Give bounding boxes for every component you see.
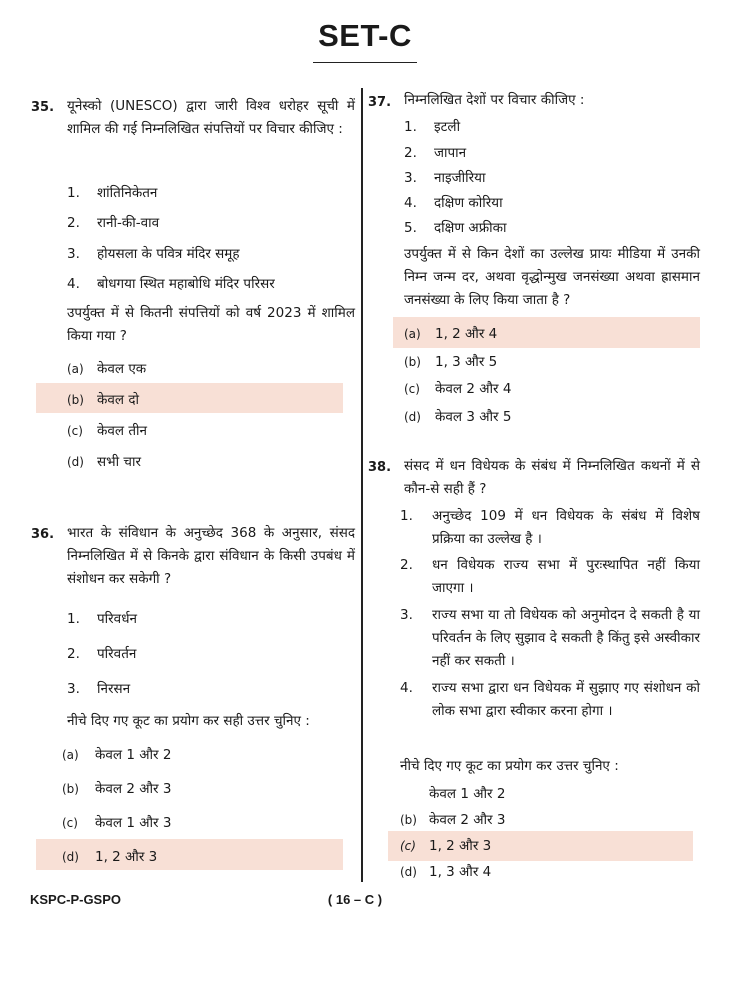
question-number-35: 35. [31,100,55,115]
q38-item-3: 3. राज्य सभा या तो विधेयक को अनुमोदन दे सकती है या परिवर्तन के लिए सुझाव दे सकती है किंतु इसे अस्वीकार नहीं कर सकती । [400,607,700,669]
title-underline [313,62,417,63]
paper-code: KSPC-P-GSPO [30,892,122,907]
question-38-prompt: नीचे दिए गए कूट का प्रयोग कर उत्तर चुनिए : [400,758,619,774]
question-number-38: 38. [368,460,392,475]
question-36-stem: भारत के संविधान के अनुच्छेद 368 के अनुसार, संसद निम्नलिखित में से किनके द्वारा संविधान के किसी उपबंध में संशोधन कर सकेगी ? [67,525,355,587]
q38-item-2: 2. धन विधेयक राज्य सभा में पुरःस्थापित नहीं किया जाएगा । [400,557,700,596]
question-37-prompt: उपर्युक्त में से किन देशों का उल्लेख प्रायः मीडिया में उनकी निम्न जन्म दर, अथवा वृद्धोन्मुख जनसंख्या अथवा ह्रासमान जनसंख्या के लिए किया जाता है ? [404,246,700,308]
question-35-prompt: उपर्युक्त में से कितनी संपत्तियों को वर्ष 2023 में शामिल किया गया ? [67,305,355,344]
question-37-stem: निम्नलिखित देशों पर विचार कीजिए : [404,92,585,108]
q38-item-1: 1. अनुच्छेद 109 में धन विधेयक के संबंध में विशेष प्रक्रिया का उल्लेख है । [400,508,700,547]
page-number: ( 16 – C ) [327,892,383,907]
question-number-37: 37. [368,95,392,110]
question-35-stem: यूनेस्को (UNESCO) द्वारा जारी विश्व धरोहर सूची में शामिल की गई निम्नलिखित संपत्तियों पर विचार कीजिए : [67,98,355,137]
q36-answer-highlight [36,839,343,870]
q38-item-4: 4. राज्य सभा द्वारा धन विधेयक में सुझाए गए संशोधन को लोक सभा द्वारा स्वीकार करना होगा । [400,680,700,719]
question-36-prompt: नीचे दिए गए कूट का प्रयोग कर सही उत्तर चुनिए : [67,713,310,729]
question-38-stem: संसद में धन विधेयक के संबंध में निम्नलिखित कथनों में से कौन-से सही हैं ? [404,458,700,497]
column-divider [361,88,363,882]
question-number-36: 36. [31,527,55,542]
set-label: SET-C [318,18,412,53]
